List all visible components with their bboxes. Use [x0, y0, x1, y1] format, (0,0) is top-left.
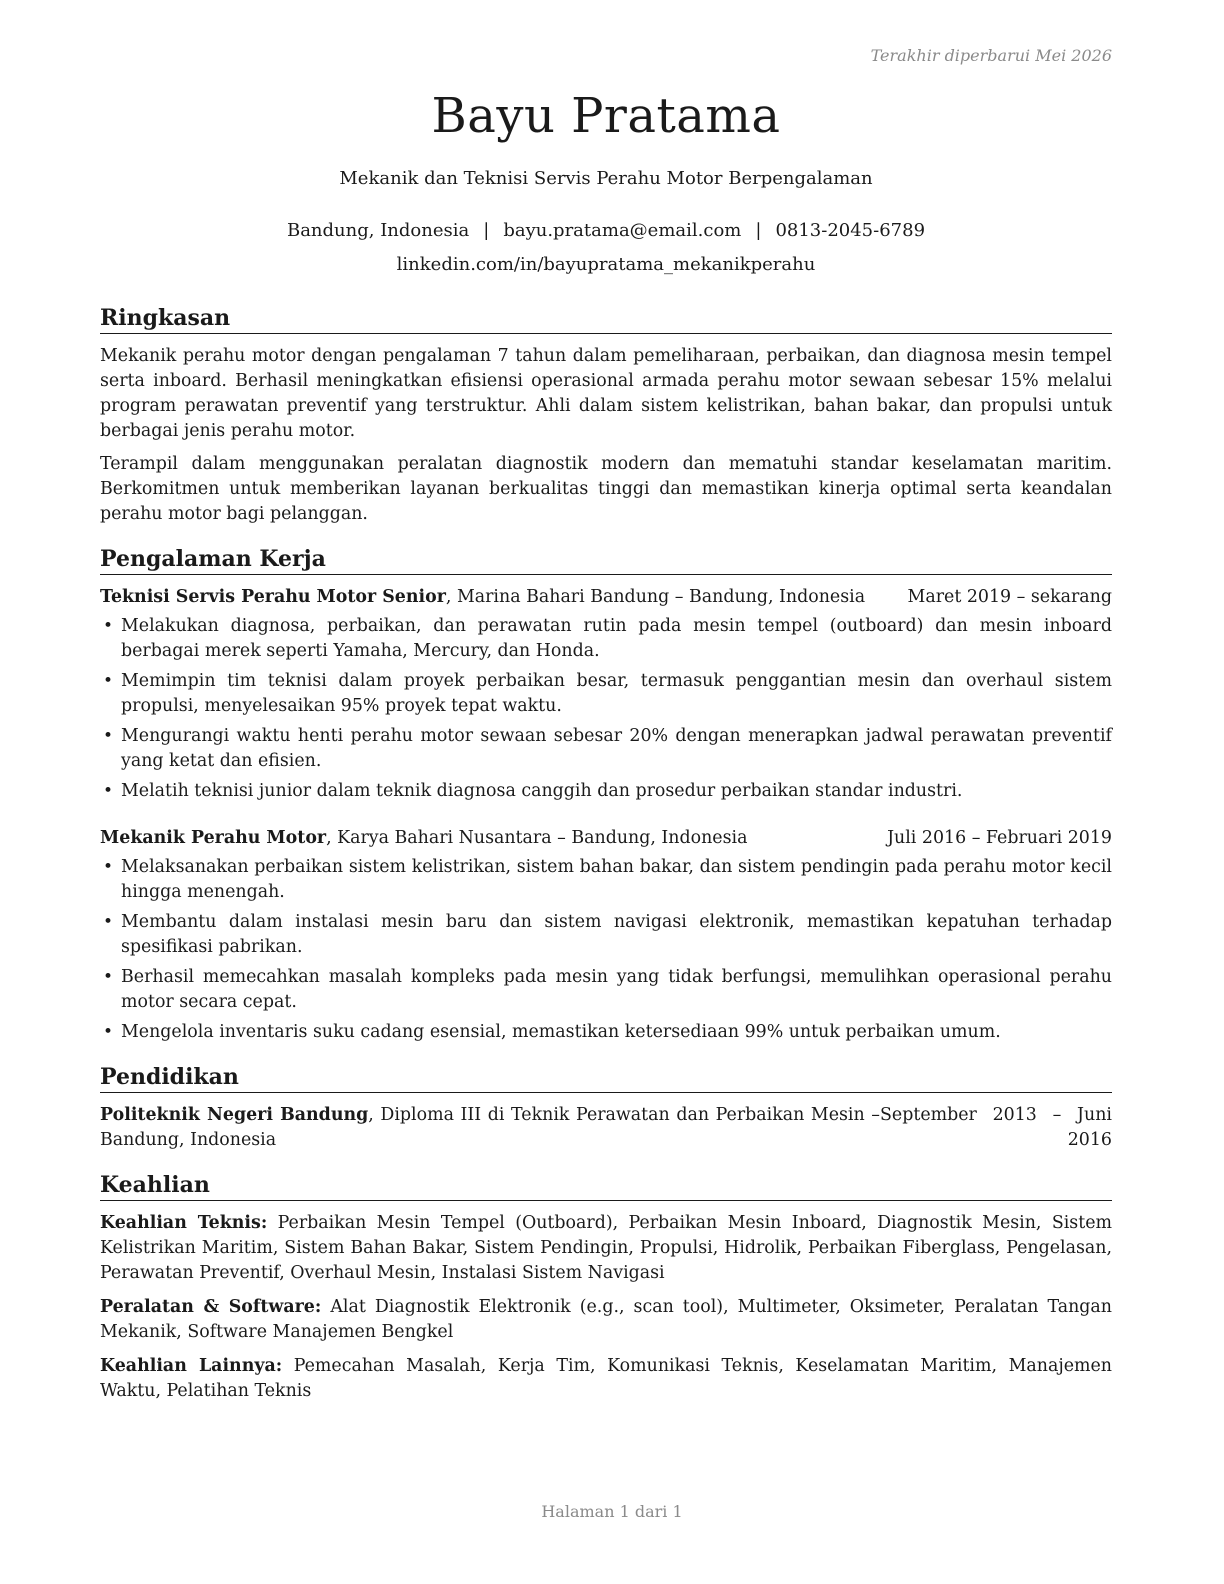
section-title-experience: Pengalaman Kerja — [100, 545, 1112, 575]
contact-email[interactable]: bayu.pratama@email.com — [503, 220, 742, 241]
job-dates: Juli 2016 – Februari 2019 — [887, 828, 1112, 848]
list-item: • Memimpin tim teknisi dalam proyek perbaikan besar, termasuk penggantian mesin dan overhaul sistem propulsi, menyelesaikan 95% proyek tepat waktu. — [103, 671, 1112, 716]
education-entry — [100, 1103, 1112, 1153]
list-item: • Mengelola inventaris suku cadang esensial, memastikan ketersediaan 99% untuk perbaikan umum. — [100, 1020, 1112, 1045]
bullet-icon: • — [103, 671, 114, 691]
job-role: Teknisi Servis Perahu Motor Senior — [100, 587, 446, 607]
last-updated: Terakhir diperbarui Mei 2026 — [870, 46, 1112, 65]
job-entry — [100, 826, 1112, 1045]
contact-location: Bandung, Indonesia — [286, 220, 470, 241]
bullet-icon: • — [103, 967, 114, 987]
contact-line — [100, 220, 1112, 241]
skill-label: Keahlian Lainnya: — [100, 1356, 283, 1376]
summary-paragraph: Terampil dalam menggunakan peralatan diagnostik modern dan mematuhi standar keselamatan maritim. Berkomitmen untuk memberikan layanan berkualitas tinggi dan memastikan kinerja optimal serta keandalan perahu motor bagi pelanggan. — [100, 454, 1112, 524]
contact-phone: 0813-2045-6789 — [775, 220, 926, 241]
summary-paragraph: Mekanik perahu motor dengan pengalaman 7 tahun dalam pemeliharaan, perbaikan, dan diagnosa mesin tempel serta inboard. Berhasil meningkatkan efisiensi operasional armada perahu motor sewaan sebesar 15% melalui program perawatan preventif yang terstruktur. Ahli dalam sistem kelistrikan, bahan bakar, dan propulsi untuk berbagai jenis perahu motor. — [100, 346, 1112, 441]
list-item: • Melaksanakan perbaikan sistem kelistrikan, sistem bahan bakar, dan sistem pendingin pada perahu motor kecil hingga menengah. — [103, 857, 1112, 902]
contact-separator: | — [755, 220, 762, 241]
bullet-icon: • — [103, 1022, 114, 1042]
job-role: Mekanik Perahu Motor — [100, 828, 327, 848]
education-school: Politeknik Negeri Bandung — [100, 1105, 369, 1125]
candidate-title: Mekanik dan Teknisi Servis Perahu Motor Berpengalaman — [339, 168, 873, 189]
job-bullets — [100, 855, 1112, 1045]
skill-text: Alat Diagnostik Elektronik (e.g., scan tool), Multimeter, Oksimeter, Peralatan Tangan Mekanik, Software Manajemen Bengkel — [100, 1297, 1113, 1342]
contact-linkedin[interactable]: linkedin.com/in/bayupratama_mekanikperahu — [396, 254, 816, 275]
resume-content — [100, 304, 1112, 1422]
candidate-name: Bayu Pratama — [431, 88, 781, 144]
job-org: , Marina Bahari Bandung – Bandung, Indonesia — [445, 587, 866, 607]
job-header — [100, 826, 1112, 851]
experience-section — [100, 545, 1112, 1045]
list-item: • Mengurangi waktu henti perahu motor sewaan sebesar 20% dengan menerapkan jadwal perawatan preventif yang ketat dan efisien. — [103, 726, 1112, 771]
skill-group — [100, 1354, 1112, 1404]
job-org: , Karya Bahari Nusantara – Bandung, Indonesia — [326, 828, 748, 848]
list-item: • Melakukan diagnosa, perbaikan, dan perawatan rutin pada mesin tempel (outboard) dan mesin inboard berbagai merek seperti Yamaha, Mercury, dan Honda. — [103, 616, 1112, 661]
job-entry — [100, 585, 1112, 804]
section-title-summary: Ringkasan — [100, 304, 1112, 334]
skill-label: Peralatan & Software: — [100, 1297, 322, 1317]
job-header — [100, 585, 1112, 610]
bullet-icon: • — [103, 616, 114, 636]
list-item: • Membantu dalam instalasi mesin baru dan sistem navigasi elektronik, memastikan kepatuhan terhadap spesifikasi pabrikan. — [103, 912, 1112, 957]
list-item: • Berhasil memecahkan masalah kompleks pada mesin yang tidak berfungsi, memulihkan operasional perahu motor secara cepat. — [103, 967, 1112, 1012]
section-title-skills: Keahlian — [100, 1171, 1112, 1201]
skill-text: Perbaikan Mesin Tempel (Outboard), Perbaikan Mesin Inboard, Diagnostik Mesin, Sistem Kelistrikan Maritim, Sistem Bahan Bakar, Sistem Pendingin, Propulsi, Hidrolik, Perbaikan Fiberglass, Pengelasan, Perawatan Preventif, Overhaul Mesin, Instalasi Sistem Navigasi — [100, 1213, 1112, 1283]
job-bullets — [100, 614, 1112, 804]
education-section — [100, 1063, 1112, 1153]
bullet-icon: • — [103, 857, 114, 877]
contact-separator: | — [483, 220, 490, 241]
bullet-icon: • — [103, 726, 114, 746]
bullet-icon: • — [103, 912, 114, 932]
education-dates: September 2013 – Juni 2016 — [880, 1105, 1112, 1150]
job-dates: Maret 2019 – sekarang — [907, 587, 1112, 607]
skill-text: Pemecahan Masalah, Kerja Tim, Komunikasi Teknis, Keselamatan Maritim, Manajemen Waktu, Pelatihan Teknis — [100, 1356, 1113, 1401]
skill-group — [100, 1211, 1112, 1286]
section-title-education: Pendidikan — [100, 1063, 1112, 1093]
skill-group — [100, 1295, 1112, 1345]
skill-label: Keahlian Teknis: — [100, 1213, 268, 1233]
summary-section — [100, 304, 1112, 527]
education-detail: , Diploma III di Teknik Perawatan dan Perbaikan Mesin – Bandung, Indonesia — [100, 1105, 880, 1150]
bullet-icon: • — [103, 781, 114, 801]
skills-section — [100, 1171, 1112, 1404]
page-number: Halaman 1 dari 1 — [541, 1502, 683, 1521]
list-item: • Melatih teknisi junior dalam teknik diagnosa canggih dan prosedur perbaikan standar industri. — [100, 779, 1112, 804]
